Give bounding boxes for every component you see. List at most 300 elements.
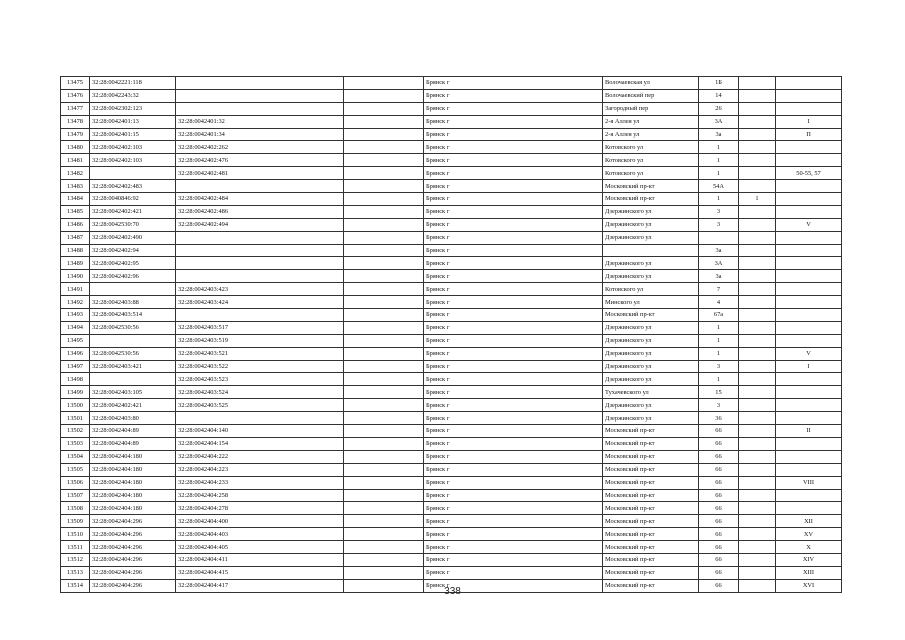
house-number-cell: 3а — [699, 128, 739, 141]
building-cell — [739, 515, 776, 528]
cadastral-number-cell: 32:28:0042243:32 — [90, 89, 176, 102]
record-number-cell: 13509 — [61, 515, 90, 528]
building-cell — [739, 463, 776, 476]
locality-cell: Брянск г — [424, 309, 603, 322]
house-number-cell: 54А — [699, 180, 739, 193]
building-cell — [739, 205, 776, 218]
extra-info-cell — [344, 541, 424, 554]
street-cell: Котовского ул — [603, 167, 699, 180]
house-number-cell: 66 — [699, 553, 739, 566]
table-row — [61, 270, 842, 283]
apartment-cell — [776, 89, 842, 102]
record-number-cell: 13507 — [61, 489, 90, 502]
record-number-cell: 13500 — [61, 399, 90, 412]
extra-info-cell — [344, 399, 424, 412]
cadastral-number-cell: 32:28:0042402:421 — [90, 399, 176, 412]
record-number-cell: 13492 — [61, 296, 90, 309]
locality-cell: Брянск г — [424, 463, 603, 476]
building-cell — [739, 270, 776, 283]
cadastral-number-cell: 32:28:0042403:88 — [90, 296, 176, 309]
house-number-cell: 66 — [699, 541, 739, 554]
parent-cadastral-number-cell: 32:28:0042402:494 — [176, 218, 344, 231]
street-cell: Московский пр-кт — [603, 425, 699, 438]
street-cell: Дзержинского ул — [603, 231, 699, 244]
apartment-cell — [776, 334, 842, 347]
extra-info-cell — [344, 334, 424, 347]
extra-info-cell — [344, 128, 424, 141]
record-number-cell: 13490 — [61, 270, 90, 283]
street-cell: Московский пр-кт — [603, 566, 699, 579]
building-cell — [739, 334, 776, 347]
parent-cadastral-number-cell: 32:28:0042403:523 — [176, 373, 344, 386]
building-cell — [739, 489, 776, 502]
apartment-cell: VIII — [776, 476, 842, 489]
building-cell — [739, 154, 776, 167]
street-cell: Московский пр-кт — [603, 180, 699, 193]
locality-cell: Брянск г — [424, 141, 603, 154]
house-number-cell: 66 — [699, 502, 739, 515]
cadastral-number-cell — [90, 373, 176, 386]
apartment-cell — [776, 283, 842, 296]
record-number-cell: 13496 — [61, 347, 90, 360]
house-number-cell: 3а — [699, 244, 739, 257]
apartment-cell — [776, 386, 842, 399]
building-cell — [739, 450, 776, 463]
parent-cadastral-number-cell — [176, 180, 344, 193]
parent-cadastral-number-cell — [176, 257, 344, 270]
record-number-cell: 13494 — [61, 321, 90, 334]
locality-cell: Брянск г — [424, 347, 603, 360]
extra-info-cell — [344, 373, 424, 386]
locality-cell: Брянск г — [424, 231, 603, 244]
record-number-cell: 13505 — [61, 463, 90, 476]
cadastral-number-cell: 32:28:0042404:296 — [90, 579, 176, 592]
building-cell — [739, 180, 776, 193]
cadastral-number-cell: 32:28:0042401:13 — [90, 115, 176, 128]
locality-cell: Брянск г — [424, 102, 603, 115]
table-row — [61, 89, 842, 102]
table-row — [61, 528, 842, 541]
building-cell — [739, 386, 776, 399]
house-number-cell: 4 — [699, 296, 739, 309]
extra-info-cell — [344, 180, 424, 193]
building-cell — [739, 89, 776, 102]
house-number-cell: 66 — [699, 515, 739, 528]
table-row — [61, 437, 842, 450]
cadastral-number-cell: 32:28:0042302:123 — [90, 102, 176, 115]
apartment-cell — [776, 412, 842, 425]
table-row — [61, 476, 842, 489]
parent-cadastral-number-cell: 32:28:0042403:424 — [176, 296, 344, 309]
extra-info-cell — [344, 193, 424, 206]
building-cell — [739, 528, 776, 541]
street-cell: Тухачевского ул — [603, 386, 699, 399]
locality-cell: Брянск г — [424, 334, 603, 347]
building-cell — [739, 412, 776, 425]
building-cell — [739, 399, 776, 412]
street-cell: Волочаевский пер — [603, 89, 699, 102]
extra-info-cell — [344, 296, 424, 309]
record-number-cell: 13511 — [61, 541, 90, 554]
locality-cell: Брянск г — [424, 502, 603, 515]
locality-cell: Брянск г — [424, 180, 603, 193]
street-cell: Московский пр-кт — [603, 437, 699, 450]
house-number-cell: 3 — [699, 205, 739, 218]
building-cell — [739, 115, 776, 128]
cadastral-number-cell: 32:28:0040846:92 — [90, 193, 176, 206]
table-row — [61, 347, 842, 360]
extra-info-cell — [344, 244, 424, 257]
apartment-cell — [776, 502, 842, 515]
extra-info-cell — [344, 167, 424, 180]
table-row — [61, 360, 842, 373]
record-number-cell: 13498 — [61, 373, 90, 386]
parent-cadastral-number-cell: 32:28:0042404:223 — [176, 463, 344, 476]
apartment-cell — [776, 450, 842, 463]
building-cell — [739, 321, 776, 334]
table-row — [61, 244, 842, 257]
parent-cadastral-number-cell — [176, 231, 344, 244]
street-cell: Дзержинского ул — [603, 218, 699, 231]
table-row — [61, 463, 842, 476]
cadastral-number-cell: 32:28:0042403:80 — [90, 412, 176, 425]
parent-cadastral-number-cell — [176, 102, 344, 115]
apartment-cell: XIV — [776, 553, 842, 566]
parent-cadastral-number-cell: 32:28:0042403:525 — [176, 399, 344, 412]
record-number-cell: 13489 — [61, 257, 90, 270]
cadastral-number-cell: 32:28:0042402:490 — [90, 231, 176, 244]
extra-info-cell — [344, 463, 424, 476]
cadastral-number-cell: 32:28:0042404:180 — [90, 476, 176, 489]
record-number-cell: 13499 — [61, 386, 90, 399]
parent-cadastral-number-cell: 32:28:0042403:423 — [176, 283, 344, 296]
table-row — [61, 502, 842, 515]
record-number-cell: 13484 — [61, 193, 90, 206]
house-number-cell: 66 — [699, 528, 739, 541]
building-cell — [739, 257, 776, 270]
table-row — [61, 309, 842, 322]
house-number-cell: 1 — [699, 154, 739, 167]
street-cell: Московский пр-кт — [603, 541, 699, 554]
street-cell: Дзержинского ул — [603, 360, 699, 373]
house-number-cell: 66 — [699, 476, 739, 489]
parent-cadastral-number-cell: 32:28:0042402:484 — [176, 193, 344, 206]
record-number-cell: 13495 — [61, 334, 90, 347]
street-cell: 2-я Аллея ул — [603, 115, 699, 128]
cadastral-number-cell: 32:28:0042403:105 — [90, 386, 176, 399]
house-number-cell: 1 — [699, 193, 739, 206]
parent-cadastral-number-cell: 32:28:0042404:403 — [176, 528, 344, 541]
record-number-cell: 13488 — [61, 244, 90, 257]
apartment-cell — [776, 102, 842, 115]
street-cell: Московский пр-кт — [603, 502, 699, 515]
cadastral-number-cell: 32:28:0042402:96 — [90, 270, 176, 283]
record-number-cell: 13486 — [61, 218, 90, 231]
record-number-cell: 13508 — [61, 502, 90, 515]
table-row — [61, 231, 842, 244]
registry-sheet — [60, 76, 841, 593]
building-cell — [739, 141, 776, 154]
street-cell: Минского ул — [603, 296, 699, 309]
extra-info-cell — [344, 386, 424, 399]
table-row — [61, 296, 842, 309]
building-cell — [739, 218, 776, 231]
parent-cadastral-number-cell — [176, 77, 344, 90]
extra-info-cell — [344, 115, 424, 128]
cadastral-number-cell: 32:28:0042404:180 — [90, 489, 176, 502]
house-number-cell: 3 — [699, 360, 739, 373]
extra-info-cell — [344, 437, 424, 450]
table-row — [61, 205, 842, 218]
house-number-cell: 66 — [699, 425, 739, 438]
cadastral-number-cell: 32:28:0042402:95 — [90, 257, 176, 270]
cadastral-number-cell: 32:28:0042403:514 — [90, 309, 176, 322]
apartment-cell: I — [776, 115, 842, 128]
building-cell — [739, 231, 776, 244]
apartment-cell: П — [776, 128, 842, 141]
extra-info-cell — [344, 283, 424, 296]
cadastral-number-cell: 32:28:0042221:118 — [90, 77, 176, 90]
cadastral-number-cell: 32:28:0042530:56 — [90, 347, 176, 360]
building-cell — [739, 77, 776, 90]
house-number-cell: 66 — [699, 489, 739, 502]
record-number-cell: 13502 — [61, 425, 90, 438]
table-row — [61, 515, 842, 528]
parent-cadastral-number-cell: 32:28:0042403:517 — [176, 321, 344, 334]
record-number-cell: 13485 — [61, 205, 90, 218]
extra-info-cell — [344, 425, 424, 438]
locality-cell: Брянск г — [424, 437, 603, 450]
house-number-cell: 7 — [699, 283, 739, 296]
extra-info-cell — [344, 360, 424, 373]
extra-info-cell — [344, 489, 424, 502]
house-number-cell: 3А — [699, 115, 739, 128]
parent-cadastral-number-cell: 32:28:0042404:417 — [176, 579, 344, 592]
parent-cadastral-number-cell — [176, 244, 344, 257]
building-cell: 1 — [739, 193, 776, 206]
locality-cell: Брянск г — [424, 450, 603, 463]
cadastral-number-cell: 32:28:0042404:296 — [90, 515, 176, 528]
record-number-cell: 13512 — [61, 553, 90, 566]
record-number-cell: 13487 — [61, 231, 90, 244]
extra-info-cell — [344, 412, 424, 425]
building-cell — [739, 360, 776, 373]
locality-cell: Брянск г — [424, 476, 603, 489]
locality-cell: Брянск г — [424, 167, 603, 180]
parent-cadastral-number-cell: 32:28:0042404:411 — [176, 553, 344, 566]
building-cell — [739, 244, 776, 257]
parent-cadastral-number-cell — [176, 412, 344, 425]
locality-cell: Брянск г — [424, 128, 603, 141]
record-number-cell: 13476 — [61, 89, 90, 102]
table-row — [61, 553, 842, 566]
building-cell — [739, 566, 776, 579]
table-row — [61, 180, 842, 193]
house-number-cell: 14 — [699, 89, 739, 102]
extra-info-cell — [344, 450, 424, 463]
parent-cadastral-number-cell: 32:28:0042404:233 — [176, 476, 344, 489]
locality-cell: Брянск г — [424, 528, 603, 541]
street-cell: 2-я Аллея ул — [603, 128, 699, 141]
table-row — [61, 489, 842, 502]
apartment-cell — [776, 154, 842, 167]
apartment-cell — [776, 321, 842, 334]
apartment-cell: XVI — [776, 579, 842, 592]
building-cell — [739, 283, 776, 296]
house-number-cell: 66 — [699, 450, 739, 463]
building-cell — [739, 541, 776, 554]
cadastral-number-cell: 32:28:0042404:296 — [90, 528, 176, 541]
parent-cadastral-number-cell: 32:28:0042402:476 — [176, 154, 344, 167]
record-number-cell: 13506 — [61, 476, 90, 489]
table-row — [61, 425, 842, 438]
street-cell: Дзержинского ул — [603, 347, 699, 360]
extra-info-cell — [344, 270, 424, 283]
street-cell: Дзержинского ул — [603, 399, 699, 412]
cadastral-number-cell: 32:28:0042404:180 — [90, 502, 176, 515]
street-cell: Волочаевская ул — [603, 77, 699, 90]
parent-cadastral-number-cell: 32:28:0042403:524 — [176, 386, 344, 399]
apartment-cell: V — [776, 347, 842, 360]
parent-cadastral-number-cell: 32:28:0042403:519 — [176, 334, 344, 347]
record-number-cell: 13491 — [61, 283, 90, 296]
locality-cell: Брянск г — [424, 244, 603, 257]
parent-cadastral-number-cell — [176, 270, 344, 283]
parent-cadastral-number-cell: 32:28:0042404:400 — [176, 515, 344, 528]
building-cell — [739, 476, 776, 489]
table-row — [61, 141, 842, 154]
record-number-cell: 13497 — [61, 360, 90, 373]
house-number-cell: 1 — [699, 334, 739, 347]
street-cell: Московский пр-кт — [603, 579, 699, 592]
apartment-cell — [776, 244, 842, 257]
locality-cell: Брянск г — [424, 77, 603, 90]
building-cell — [739, 425, 776, 438]
building-cell — [739, 128, 776, 141]
house-number-cell: 1 — [699, 167, 739, 180]
street-cell: Котовского ул — [603, 141, 699, 154]
parent-cadastral-number-cell — [176, 89, 344, 102]
extra-info-cell — [344, 476, 424, 489]
parent-cadastral-number-cell — [176, 309, 344, 322]
extra-info-cell — [344, 231, 424, 244]
cadastral-number-cell: 32:28:0042402:103 — [90, 154, 176, 167]
house-number-cell: 26 — [699, 102, 739, 115]
house-number-cell: 1 — [699, 347, 739, 360]
street-cell: Московский пр-кт — [603, 193, 699, 206]
record-number-cell: 13504 — [61, 450, 90, 463]
registry-table — [60, 76, 842, 593]
apartment-cell — [776, 231, 842, 244]
building-cell — [739, 102, 776, 115]
record-number-cell: 13482 — [61, 167, 90, 180]
parent-cadastral-number-cell: 32:28:0042403:521 — [176, 347, 344, 360]
locality-cell: Брянск г — [424, 283, 603, 296]
table-row — [61, 167, 842, 180]
locality-cell: Брянск г — [424, 115, 603, 128]
locality-cell: Брянск г — [424, 270, 603, 283]
locality-cell: Брянск г — [424, 154, 603, 167]
locality-cell: Брянск г — [424, 541, 603, 554]
house-number-cell: 66 — [699, 579, 739, 592]
parent-cadastral-number-cell: 32:28:0042401:32 — [176, 115, 344, 128]
street-cell: Московский пр-кт — [603, 309, 699, 322]
record-number-cell: 13478 — [61, 115, 90, 128]
apartment-cell: XV — [776, 528, 842, 541]
street-cell: Дзержинского ул — [603, 334, 699, 347]
locality-cell: Брянск г — [424, 193, 603, 206]
house-number-cell: 15 — [699, 386, 739, 399]
extra-info-cell — [344, 141, 424, 154]
parent-cadastral-number-cell: 32:28:0042404:258 — [176, 489, 344, 502]
house-number-cell: 1Б — [699, 77, 739, 90]
apartment-cell: XIII — [776, 566, 842, 579]
house-number-cell: 66 — [699, 437, 739, 450]
table-row — [61, 257, 842, 270]
house-number-cell: 3А — [699, 257, 739, 270]
apartment-cell — [776, 141, 842, 154]
street-cell: Московский пр-кт — [603, 463, 699, 476]
building-cell — [739, 347, 776, 360]
building-cell — [739, 553, 776, 566]
parent-cadastral-number-cell: 32:28:0042402:262 — [176, 141, 344, 154]
table-row — [61, 218, 842, 231]
cadastral-number-cell: 32:28:0042401:15 — [90, 128, 176, 141]
record-number-cell: 13501 — [61, 412, 90, 425]
table-row — [61, 193, 842, 206]
locality-cell: Брянск г — [424, 579, 603, 592]
cadastral-number-cell: 32:28:0042404:180 — [90, 463, 176, 476]
locality-cell: Брянск г — [424, 296, 603, 309]
parent-cadastral-number-cell: 32:28:0042404:278 — [176, 502, 344, 515]
apartment-cell: 50-55, 57 — [776, 167, 842, 180]
locality-cell: Брянск г — [424, 425, 603, 438]
house-number-cell: 1 — [699, 373, 739, 386]
apartment-cell — [776, 399, 842, 412]
street-cell: Дзержинского ул — [603, 412, 699, 425]
cadastral-number-cell: 32:28:0042404:296 — [90, 566, 176, 579]
table-row — [61, 77, 842, 90]
cadastral-number-cell: 32:28:0042404:180 — [90, 450, 176, 463]
cadastral-number-cell: 32:28:0042404:296 — [90, 541, 176, 554]
parent-cadastral-number-cell: 32:28:0042404:222 — [176, 450, 344, 463]
street-cell: Дзержинского ул — [603, 257, 699, 270]
extra-info-cell — [344, 102, 424, 115]
parent-cadastral-number-cell: 32:28:0042402:481 — [176, 167, 344, 180]
apartment-cell: II — [776, 425, 842, 438]
table-row — [61, 373, 842, 386]
cadastral-number-cell: 32:28:0042403:421 — [90, 360, 176, 373]
parent-cadastral-number-cell: 32:28:0042404:405 — [176, 541, 344, 554]
table-row — [61, 102, 842, 115]
street-cell: Котовского ул — [603, 154, 699, 167]
street-cell: Дзержинского ул — [603, 373, 699, 386]
locality-cell: Брянск г — [424, 515, 603, 528]
street-cell: Дзержинского ул — [603, 205, 699, 218]
building-cell — [739, 309, 776, 322]
locality-cell: Брянск г — [424, 399, 603, 412]
table-row — [61, 321, 842, 334]
parent-cadastral-number-cell: 32:28:0042404:140 — [176, 425, 344, 438]
parent-cadastral-number-cell: 32:28:0042403:522 — [176, 360, 344, 373]
registry-table-body — [61, 77, 842, 593]
extra-info-cell — [344, 257, 424, 270]
house-number-cell: 1 — [699, 321, 739, 334]
locality-cell: Брянск г — [424, 89, 603, 102]
apartment-cell — [776, 193, 842, 206]
apartment-cell: V — [776, 218, 842, 231]
apartment-cell — [776, 180, 842, 193]
